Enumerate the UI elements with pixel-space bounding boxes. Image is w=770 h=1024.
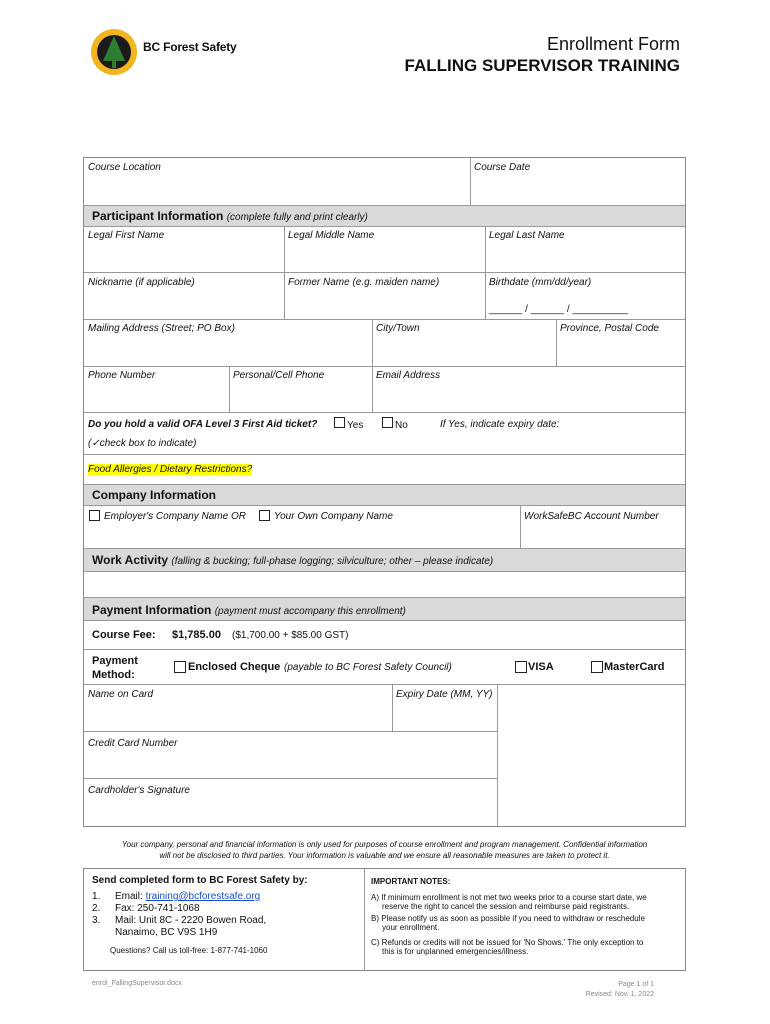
- cheque-label: Enclosed Cheque: [188, 661, 281, 673]
- name-on-card-label: Name on Card: [88, 689, 154, 700]
- work-activity-title: Work Activity: [92, 553, 169, 567]
- cheque-note: (payable to BC Forest Safety Council): [284, 662, 452, 673]
- note-a-line-1: A) If minimum enrollment is not met two weeks prior to a course start date, we: [371, 893, 647, 902]
- visa-label: VISA: [528, 661, 554, 673]
- course-fee-breakdown: ($1,700.00 + $85.00 GST): [232, 630, 349, 641]
- note-a-line-2: reserve the right to cancel the session and reimburse paid registrants.: [382, 902, 630, 911]
- last-name-label: Legal Last Name: [489, 230, 565, 241]
- mastercard-label: MasterCard: [604, 661, 665, 673]
- cell-label: Personal/Cell Phone: [233, 370, 325, 381]
- send-and-notes-box: [83, 868, 686, 971]
- send-email-link[interactable]: training@bcforestsafe.org: [145, 891, 261, 902]
- participant-title: Participant Information: [92, 209, 224, 223]
- privacy-notice: [83, 839, 686, 861]
- first-aid-question: Do you hold a valid OFA Level 3 First Aid ticket?: [88, 419, 318, 430]
- bc-forest-safety-logo: [90, 28, 138, 76]
- mastercard-checkbox[interactable]: [591, 661, 603, 673]
- form-title: Enrollment Form: [546, 34, 680, 54]
- yes-label: Yes: [347, 420, 364, 431]
- participant-section-header: [84, 205, 685, 227]
- work-activity-note: (falling & bucking; full-phase logging; silviculture; other – please indicate): [171, 556, 494, 567]
- privacy-line-1: Your company, personal and financial information is only used for purposes of course enrollment and program management. Confidential information: [121, 840, 648, 849]
- form-subtitle: FALLING SUPERVISOR TRAINING: [404, 56, 680, 75]
- send-mail-line-2: Nanaimo, BC V9S 1H9: [115, 927, 218, 938]
- visa-checkbox[interactable]: [515, 661, 527, 673]
- payment-method-label-2: Method:: [92, 669, 135, 681]
- note-c-line-2: this is for unplanned emergencies/illness.: [382, 947, 529, 956]
- send-num-3: 3.: [92, 915, 101, 926]
- nickname-label: Nickname (if applicable): [88, 277, 195, 288]
- signature-label: Cardholder's Signature: [88, 785, 190, 796]
- birthdate-label: Birthdate (mm/dd/year): [489, 277, 592, 288]
- card-expiry-label: Expiry Date (MM, YY): [396, 689, 493, 700]
- send-fax: Fax: 250-741-1068: [115, 903, 200, 914]
- employer-company-label: Employer's Company Name OR: [104, 511, 246, 522]
- footer-revised: Revised: Nov. 1, 2022: [585, 991, 654, 998]
- card-number-label: Credit Card Number: [88, 738, 178, 749]
- company-title: Company Information: [92, 488, 217, 502]
- important-notes-title: IMPORTANT NOTES:: [371, 877, 451, 886]
- participant-note: (complete fully and print clearly): [226, 212, 368, 223]
- note-b-line-2: your enrollment.: [382, 923, 440, 932]
- footer-page: Page 1 of 1: [618, 981, 654, 988]
- privacy-line-2: will not be disclosed to third parties. Your information is valuable and we ensure all reasonable measures are taken to protect it.: [159, 851, 610, 860]
- employer-company-checkbox[interactable]: [89, 510, 100, 521]
- logo-text: BC Forest Safety: [143, 40, 237, 54]
- send-title: Send completed form to BC Forest Safety by:: [92, 875, 308, 886]
- note-c-line-1: C) Refunds or credits will not be issued for 'No Shows.' The only exception to: [371, 938, 644, 947]
- city-label: City/Town: [376, 323, 420, 334]
- cheque-checkbox[interactable]: [174, 661, 186, 673]
- mailing-address-label: Mailing Address (Street; PO Box): [88, 323, 235, 334]
- payment-title: Payment Information: [92, 603, 212, 617]
- footer-page-info: [586, 980, 654, 1000]
- send-email-label: Email:: [115, 891, 143, 902]
- course-location-label: Course Location: [88, 162, 161, 173]
- course-fee-label: Course Fee:: [92, 629, 156, 641]
- no-label: No: [395, 420, 408, 431]
- send-num-1: 1.: [92, 891, 101, 902]
- own-company-checkbox[interactable]: [259, 510, 270, 521]
- former-name-label: Former Name (e.g. maiden name): [288, 277, 440, 288]
- payment-note: (payment must accompany this enrollment): [214, 606, 406, 617]
- footer-filename: enrol_FallingSupervisor.docx: [92, 980, 182, 987]
- email-label: Email Address: [376, 370, 441, 381]
- payment-section-header: [84, 597, 685, 621]
- expiry-label: If Yes, indicate expiry date:: [440, 419, 560, 430]
- first-aid-no-checkbox[interactable]: [382, 417, 393, 428]
- province-label: Province, Postal Code: [560, 323, 659, 334]
- course-date-label: Course Date: [474, 162, 531, 173]
- enrollment-form: [83, 157, 686, 827]
- payment-method-label-1: Payment: [92, 655, 138, 667]
- allergies-label: Food Allergies / Dietary Restrictions?: [88, 464, 253, 475]
- middle-name-label: Legal Middle Name: [288, 230, 375, 241]
- company-section-header: [84, 484, 685, 506]
- first-name-label: Legal First Name: [88, 230, 165, 241]
- first-aid-yes-checkbox[interactable]: [334, 417, 345, 428]
- course-fee-value: $1,785.00: [172, 629, 221, 641]
- send-num-2: 2.: [92, 903, 101, 914]
- wsbc-account-label: WorkSafeBC Account Number: [524, 511, 659, 522]
- questions-line: Questions? Call us toll-free: 1-877-741-1060: [110, 946, 268, 955]
- check-box-hint: (✓check box to indicate): [88, 438, 197, 449]
- phone-label: Phone Number: [88, 370, 156, 381]
- note-b-line-1: B) Please notify us as soon as possible if you need to withdraw or reschedule: [371, 914, 645, 923]
- work-activity-section-header: [84, 548, 685, 572]
- send-mail-line-1: Mail: Unit 8C - 2220 Bowen Road,: [115, 915, 267, 926]
- birthdate-blank: ______ / ______ / __________: [489, 304, 629, 315]
- own-company-label: Your Own Company Name: [274, 511, 393, 522]
